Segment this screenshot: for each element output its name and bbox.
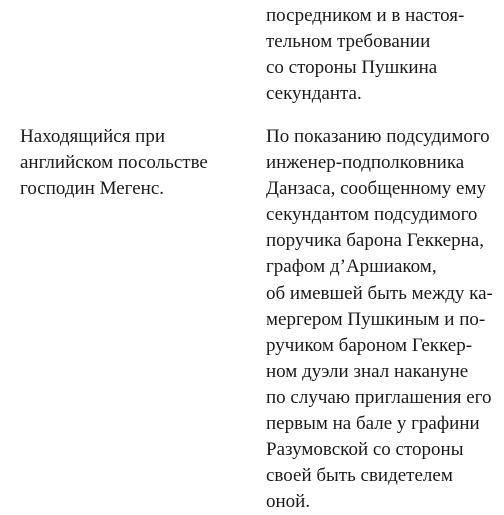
text-line: своей быть свидетелем <box>266 465 453 487</box>
text-line: первым на бале у графини <box>266 413 480 435</box>
text-line: со стороны Пушкина <box>266 57 438 79</box>
text-line: оной. <box>266 491 311 513</box>
testimony-text <box>266 124 502 515</box>
text-line: секунданта. <box>266 83 362 105</box>
text-line: английском посольстве <box>20 152 208 174</box>
text-line: секундантом подсудимого <box>266 204 478 226</box>
text-line: Данзаса, сообщенному ему <box>266 178 486 200</box>
text-line: инженер-подполковника <box>266 152 465 174</box>
text-line: Разумовской со стороны <box>266 439 464 461</box>
text-line: господин Мегенс. <box>20 178 165 200</box>
text-line: ном дуэли знал накануне <box>266 360 469 382</box>
text-line: мергером Пушкиным и по- <box>266 308 486 330</box>
text-line: тельном требовании <box>266 31 431 53</box>
text-line: Находящийся при <box>20 126 166 147</box>
witness-name-text <box>20 124 250 202</box>
text-line: по случаю приглашения его <box>266 386 492 408</box>
text-line: об имевшей быть между ка- <box>266 282 493 304</box>
text-line: По показанию подсудимого <box>266 126 490 147</box>
text-line: графом д’Аршиаком, <box>266 256 437 278</box>
text-line: посредником и в настоя- <box>266 5 465 26</box>
continued-testimony-text <box>266 3 502 107</box>
text-line: поручика барона Геккерна, <box>266 230 484 252</box>
text-line: ручиком бароном Геккер- <box>266 334 473 356</box>
